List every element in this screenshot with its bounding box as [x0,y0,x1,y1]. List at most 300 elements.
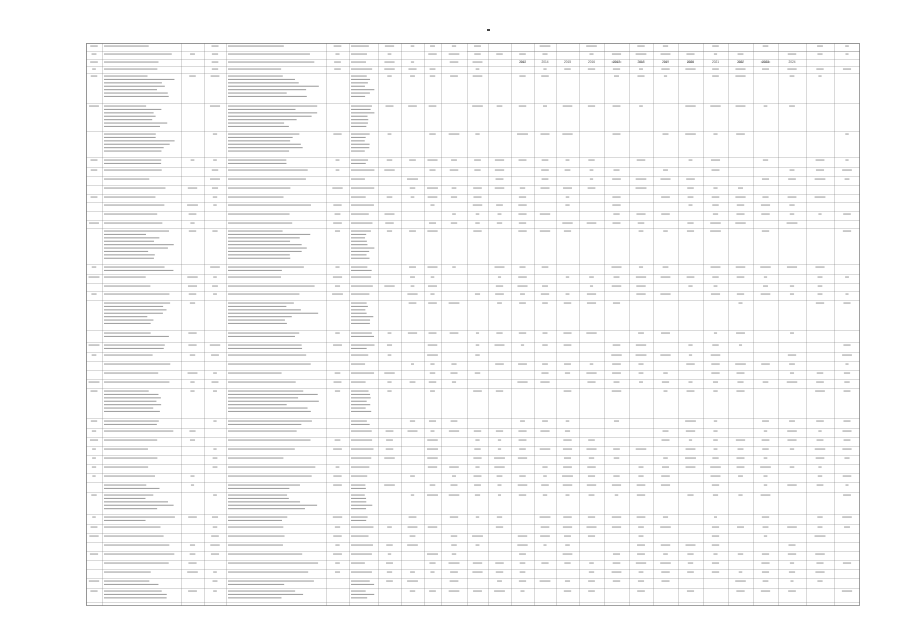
illegible-text [334,46,342,47]
illegible-text [210,345,220,346]
illegible-text [104,140,175,141]
illegible-text [386,581,393,582]
illegible-text [615,495,618,496]
illegible-text [351,244,367,245]
illegible-text [540,517,551,518]
illegible-text [213,277,217,278]
illegible-text [542,54,547,55]
illegible-text [449,563,460,564]
illegible-text [790,449,794,450]
illegible-text [408,527,418,528]
illegible-text [587,382,595,383]
illegible-text [351,79,370,80]
illegible-text [228,554,302,555]
illegible-text [473,458,481,459]
illegible-text [351,431,372,432]
illegible-text [188,373,198,374]
illegible-text [228,248,307,249]
illegible-text [542,303,548,304]
illegible-text [713,134,717,135]
illegible-text [735,197,745,198]
illegible-text [712,545,719,546]
illegible-text [496,431,503,432]
illegible-text [104,498,145,499]
illegible-text [613,69,620,70]
illegible-text [104,440,157,441]
illegible-text [449,495,460,496]
illegible-text [520,591,524,592]
illegible-text [429,563,435,564]
illegible-text [387,572,392,573]
illegible-text [429,106,437,107]
illegible-text [473,76,483,77]
illegible-text [713,214,718,215]
illegible-text [410,591,415,592]
illegible-text [519,495,526,496]
illegible-text [104,333,151,334]
illegible-text [104,112,154,113]
illegible-text [213,467,218,468]
illegible-text [689,440,692,441]
illegible-text [736,214,744,215]
year-header: 2013 [518,60,527,64]
illegible-text [228,82,299,83]
illegible-text [639,231,644,232]
illegible-text [104,345,165,346]
illegible-text [409,517,417,518]
illegible-text [386,563,393,564]
illegible-text [213,294,217,295]
illegible-text [790,214,794,215]
table-grid [86,43,860,606]
illegible-text [228,119,297,120]
illegible-text [104,397,161,398]
illegible-text [475,294,480,295]
illegible-text [104,82,162,83]
illegible-text [351,109,371,110]
illegible-text [612,373,621,374]
illegible-text [844,391,851,392]
illegible-text [452,382,456,383]
illegible-text [565,581,570,582]
illegible-text [410,572,415,573]
illegible-text [351,336,374,337]
illegible-text [104,316,147,317]
illegible-text [190,554,196,555]
illegible-text [474,46,481,47]
illegible-text [104,336,169,337]
illegible-text [541,563,548,564]
illegible-text [614,76,619,77]
illegible-text [496,527,503,528]
illegible-text [737,527,744,528]
illegible-text [410,536,416,537]
illegible-text [351,397,371,398]
illegible-text [104,501,168,502]
illegible-text [540,382,549,383]
illegible-text [188,188,197,189]
illegible-text [387,345,392,346]
illegible-text [817,440,824,441]
illegible-text [351,160,368,161]
illegible-text [845,364,848,365]
illegible-text [351,82,368,83]
illegible-text [711,267,721,268]
illegible-text [564,536,571,537]
illegible-text [520,563,526,564]
illegible-text [565,373,570,374]
illegible-text [427,554,438,555]
illegible-text [351,46,369,47]
illegible-text [211,554,219,555]
illegible-text [228,424,301,425]
illegible-text [587,485,596,486]
year-header: 2017 [612,60,621,64]
illegible-text [737,205,744,206]
illegible-text [335,267,339,268]
illegible-text [92,458,96,459]
illegible-text [494,591,505,592]
illegible-text [563,188,572,189]
illegible-text [104,79,174,80]
illegible-text [475,373,480,374]
illegible-text [711,364,719,365]
illegible-text [764,536,767,537]
illegible-text [228,205,311,206]
illegible-text [540,231,550,232]
illegible-text [587,303,596,304]
illegible-text [410,76,415,77]
illegible-text [542,160,549,161]
illegible-text [762,421,769,422]
illegible-text [410,421,415,422]
illegible-text [661,197,670,198]
illegible-text [761,563,769,564]
illegible-text [104,467,148,468]
illegible-text [613,303,620,304]
illegible-text [211,355,219,356]
illegible-text [498,449,501,450]
illegible-text [736,333,745,334]
illegible-text [843,231,851,232]
program-table [86,43,860,606]
illegible-text [636,563,646,564]
illegible-text [817,46,823,47]
illegible-text [736,391,744,392]
illegible-text [90,591,97,592]
illegible-text [563,440,571,441]
illegible-text [407,294,417,295]
illegible-text [189,214,197,215]
illegible-text [228,147,303,148]
illegible-text [104,163,161,164]
illegible-text [351,294,369,295]
illegible-text [228,231,283,232]
illegible-text [660,179,670,180]
illegible-text [543,476,547,477]
illegible-text [407,545,418,546]
illegible-text [104,309,166,310]
illegible-text [686,364,694,365]
illegible-text [228,116,312,117]
illegible-text [473,197,481,198]
illegible-text [212,382,219,383]
illegible-text [760,267,770,268]
illegible-text [519,581,526,582]
illegible-text [408,69,416,70]
illegible-text [563,333,571,334]
illegible-text [495,170,504,171]
illegible-text [714,333,717,334]
year-header: 2018 [637,60,645,64]
illegible-text [713,188,717,189]
illegible-text [104,517,175,518]
illegible-text [104,197,155,198]
illegible-text [687,223,693,224]
illegible-text [333,277,342,278]
illegible-text [540,214,550,215]
illegible-text [843,69,851,70]
illegible-text [788,355,796,356]
illegible-text [411,286,415,287]
illegible-text [104,170,162,171]
illegible-text [660,563,671,564]
illegible-text [662,382,669,383]
illegible-text [335,231,340,232]
illegible-text [564,591,571,592]
illegible-text [590,170,594,171]
illegible-text [764,458,768,459]
illegible-text [564,231,571,232]
illegible-text [104,355,153,356]
illegible-text [92,69,96,70]
illegible-text [351,303,367,304]
illegible-text [228,277,281,278]
illegible-text [843,495,851,496]
illegible-text [817,485,824,486]
illegible-text [351,54,367,55]
illegible-text [843,214,851,215]
illegible-text [228,134,299,135]
illegible-text [762,440,770,441]
illegible-text [449,591,460,592]
illegible-text [542,286,548,287]
illegible-text [188,517,197,518]
illegible-text [228,505,317,506]
illegible-text [589,277,594,278]
illegible-text [104,119,152,120]
illegible-text [351,382,366,383]
illegible-text [542,267,549,268]
illegible-text [543,545,546,546]
illegible-text [104,382,169,383]
illegible-text [639,267,643,268]
illegible-text [89,345,100,346]
illegible-text [429,223,436,224]
illegible-text [228,137,293,138]
illegible-text [335,391,340,392]
illegible-text [637,554,645,555]
illegible-text [187,277,197,278]
illegible-text [92,449,96,450]
illegible-text [842,355,852,356]
illegible-text [763,286,768,287]
illegible-text [845,485,848,486]
illegible-text [228,382,296,383]
illegible-text [104,123,167,124]
illegible-text [410,382,416,383]
illegible-text [228,170,308,171]
illegible-text [450,62,459,63]
illegible-text [385,46,394,47]
illegible-text [351,69,372,70]
illegible-text [104,391,149,392]
illegible-text [104,373,158,374]
illegible-text [845,134,848,135]
illegible-text [450,333,459,334]
illegible-text [543,106,547,107]
illegible-text [613,563,621,564]
illegible-text [351,488,366,489]
illegible-text [228,476,312,477]
illegible-text [612,364,621,365]
illegible-text [351,563,365,564]
illegible-text [228,364,311,365]
illegible-text [712,563,719,564]
illegible-text [612,197,620,198]
illegible-text [104,536,164,537]
illegible-text [661,545,670,546]
illegible-text [660,294,670,295]
illegible-text [228,501,300,502]
illegible-text [686,467,696,468]
illegible-text [91,170,98,171]
illegible-text [764,277,767,278]
illegible-text [104,303,170,304]
illegible-text [228,79,295,80]
illegible-text [430,46,435,47]
illegible-text [519,554,526,555]
illegible-text [815,554,825,555]
illegible-text [737,294,744,295]
illegible-text [92,54,97,55]
illegible-text [474,476,482,477]
illegible-text [351,241,367,242]
illegible-text [351,112,374,113]
illegible-text [228,93,287,94]
illegible-text [542,179,549,180]
illegible-text [210,106,220,107]
illegible-text [662,440,670,441]
illegible-text [188,345,196,346]
illegible-text [228,76,283,77]
illegible-text [90,440,98,441]
illegible-text [711,373,719,374]
illegible-text [687,231,694,232]
illegible-text [612,527,621,528]
illegible-text [213,391,217,392]
illegible-text [351,214,369,215]
illegible-text [562,223,572,224]
illegible-text [664,76,667,77]
illegible-text [586,373,596,374]
illegible-text [817,517,822,518]
illegible-text [91,495,96,496]
illegible-text [497,476,503,477]
illegible-text [91,421,97,422]
illegible-text [190,382,194,383]
illegible-text [388,554,391,555]
illegible-text [387,76,391,77]
illegible-text [613,170,619,171]
illegible-text [564,364,571,365]
illegible-text [351,144,370,145]
illegible-text [713,440,718,441]
illegible-text [189,231,196,232]
illegible-text [386,440,393,441]
illegible-text [187,205,198,206]
illegible-text [92,267,96,268]
illegible-text [211,46,218,47]
illegible-text [386,431,394,432]
illegible-text [104,421,159,422]
illegible-text [228,306,286,307]
illegible-text [566,160,570,161]
illegible-text [228,267,304,268]
illegible-text [495,267,505,268]
illegible-text [663,134,669,135]
illegible-text [714,517,717,518]
illegible-text [687,572,694,573]
illegible-text [519,54,526,55]
illegible-text [714,421,717,422]
illegible-text [789,364,795,365]
illegible-text [587,223,597,224]
illegible-text [190,476,194,477]
illegible-text [735,69,745,70]
illegible-text [104,294,169,295]
illegible-text [104,258,154,259]
illegible-text [210,267,220,268]
illegible-text [104,404,161,405]
illegible-text [409,303,417,304]
illegible-text [497,517,502,518]
illegible-text [385,214,395,215]
illegible-text [788,591,796,592]
illegible-text [228,355,306,356]
illegible-text [518,214,526,215]
illegible-text [351,323,370,324]
illegible-text [427,355,438,356]
illegible-text [228,244,302,245]
illegible-text [637,495,645,496]
illegible-text [228,214,290,215]
illegible-text [228,323,287,324]
illegible-text [663,431,669,432]
illegible-text [228,151,289,152]
illegible-text [842,431,851,432]
illegible-text [518,364,527,365]
illegible-text [686,179,695,180]
year-header: 2014 [541,60,549,64]
illegible-text [661,214,670,215]
illegible-text [565,431,570,432]
illegible-text [427,440,438,441]
illegible-text [450,76,458,77]
illegible-text [565,205,569,206]
illegible-text [790,467,795,468]
illegible-text [518,485,528,486]
